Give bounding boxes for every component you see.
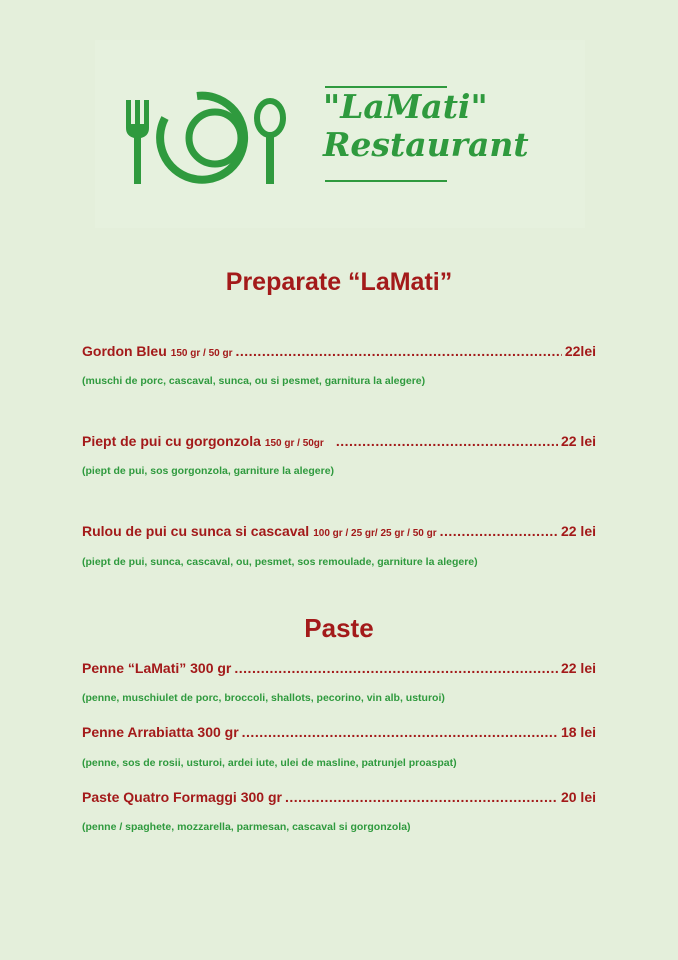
item-description: (piept de pui, sunca, cascaval, ou, pesmet, sos remoulade, garniture la alegere): [82, 556, 478, 568]
item-description: (penne / spaghete, mozzarella, parmesan, cascaval si gorgonzola): [82, 821, 411, 833]
dot-leader: [234, 660, 558, 676]
dot-leader: [285, 789, 558, 805]
item-description: (penne, muschiulet de porc, broccoli, shallots, pecorino, vin alb, usturoi): [82, 692, 445, 704]
item-price: 22 lei: [560, 523, 596, 539]
brand-line-1: "LaMati": [323, 87, 488, 126]
item-name: Rulou de pui cu sunca si cascaval: [82, 523, 310, 539]
menu-item-penne-arrabiatta: [82, 724, 596, 744]
dot-leader: [336, 433, 558, 449]
item-name: Paste Quatro Formaggi 300 gr: [82, 789, 282, 805]
brand-name: [323, 88, 529, 164]
menu-item-quatro-formaggi: [82, 789, 596, 809]
item-weight: 100 gr / 25 gr/ 25 gr / 50 gr: [313, 528, 437, 539]
item-description: (penne, sos de rosii, usturoi, ardei iute, ulei de masline, patrunjel proaspat): [82, 757, 457, 769]
plate-icon: [160, 96, 244, 180]
item-description: (piept de pui, sos gorgonzola, garniture la alegere): [82, 465, 335, 477]
logo-icon: [125, 88, 315, 188]
item-name: Gordon Bleu: [82, 343, 167, 359]
item-price: 18 lei: [560, 724, 596, 740]
item-name: Penne Arrabiatta 300 gr: [82, 724, 239, 740]
section-title-preparate: Preparate “LaMati”: [225, 268, 453, 296]
section-title-paste: Paste: [304, 613, 374, 643]
logo-banner: [95, 40, 585, 228]
menu-item-penne-lamati: [82, 660, 596, 680]
dot-leader: [440, 523, 558, 539]
item-price: 22 lei: [560, 433, 596, 449]
item-price: 22 lei: [560, 660, 596, 676]
dot-leader: [242, 724, 558, 740]
item-price: 22lei: [564, 343, 596, 359]
dot-leader: [235, 343, 561, 359]
brand-line-2: Restaurant: [323, 125, 529, 164]
menu-item-piept-gorgonzola: [82, 433, 596, 453]
fork-icon: [126, 100, 149, 184]
brand-rule-bottom: [325, 180, 447, 182]
menu-item-rulou-pui: [82, 523, 596, 543]
spoon-icon: [257, 101, 283, 184]
item-weight: 150 gr / 50gr: [264, 438, 324, 449]
menu-item-gordon-bleu: [82, 343, 596, 363]
item-name: Penne “LaMati” 300 gr: [82, 660, 232, 676]
item-price: 20 lei: [560, 789, 596, 805]
item-weight: 150 gr / 50 gr: [170, 348, 233, 359]
item-description: (muschi de porc, cascaval, sunca, ou si pesmet, garnitura la alegere): [82, 375, 426, 387]
item-name: Piept de pui cu gorgonzola: [82, 433, 261, 449]
